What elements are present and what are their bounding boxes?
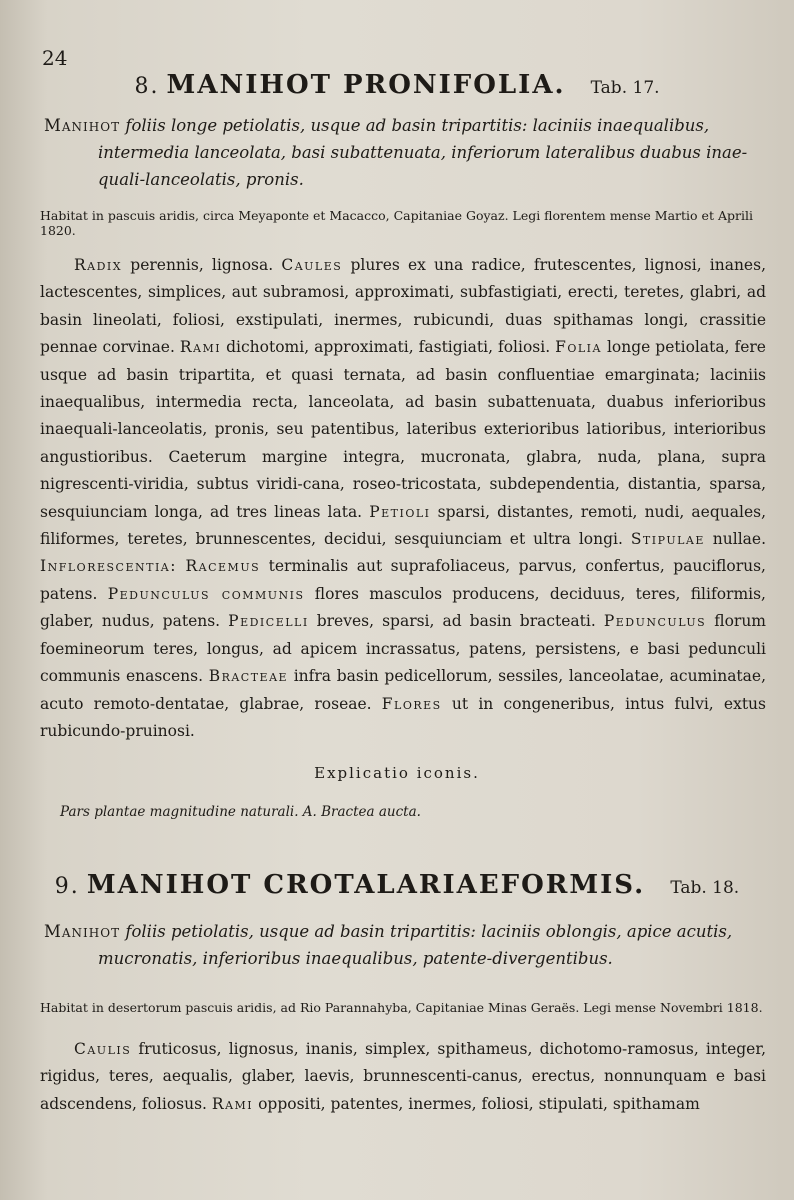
term: Pedicelli (228, 612, 309, 631)
term: Petioli (369, 502, 431, 521)
term: Racemus (185, 557, 261, 576)
species-8-name: MANIHOT PRONIFOLIA. (166, 70, 566, 100)
desc-text: plures ex una radice, frutescentes, lignosi, inanes, lactescentes, simplices, aut subramosi, approximati, subfastigiati, erecti, teretes, glabri, ad basin lineolati, foliosi, exstipulati, inermes, rubicundi, duas spithamas longi, crassitie pennae corvinae. (40, 256, 766, 357)
genus-label: Manihot (44, 116, 121, 135)
desc-text: perennis, lignosa. (122, 256, 282, 274)
desc-text: florum foemineorum teres, longus, ad apicem incrassatus, patens, persistens, e basi pedunculi communis enascens. (40, 612, 767, 686)
species-9-number: 9. (54, 874, 80, 899)
term: Rami (211, 1094, 254, 1113)
diagnosis-line: foliis longe petiolatis, usque ad basin tripartitis: laciniis inaequalibus, (125, 116, 710, 135)
diagnosis-line: mucronatis, inferioribus inaequalibus, patente-divergentibus. (98, 949, 613, 968)
explicatio-heading: Explicatio iconis. (314, 764, 480, 782)
species-8-number: 8. (134, 74, 160, 99)
term: Flores (381, 694, 442, 713)
desc-text: nullae. (704, 530, 766, 549)
desc-text: dichotomi, approximati, fastigiati, foliosi. (221, 338, 556, 357)
term: Pedunculus (603, 612, 707, 631)
diagnosis-line: intermedia lanceolata, basi subattenuata, inferiorum lateralibus duabus inae- (98, 143, 748, 162)
term: Bracteae (208, 667, 289, 686)
desc-text: sparsi, distantes, remoti, nudi, aequales, filiformes, teretes, brunnescentes, decidui, sesquiunciam et ultra longi. (40, 502, 767, 549)
species-9-name: MANIHOT CROTALARIAEFORMIS. (86, 870, 646, 900)
diagnosis-line: foliis petiolatis, usque ad basin tripartitis: laciniis oblongis, apice acutis, (125, 922, 733, 941)
term: Caules (281, 256, 343, 274)
species-8-diagnosis (44, 112, 764, 193)
desc-text: flores masculos producens, deciduus, teres, filiformis, glaber, nudus, patens. (40, 584, 766, 631)
desc-text: terminalis aut suprafoliaceus, parvus, confertus, pauciflorus, patens. (40, 557, 766, 603)
desc-text: breves, sparsi, ad basin bracteati. (308, 612, 604, 631)
species-8-description (40, 252, 766, 745)
diagnosis-line: quali-lanceolatis, pronis. (98, 170, 304, 189)
explicatio-text: Pars plantae magnitudine naturali. A. Bractea aucta. (60, 804, 421, 820)
term: Caulis (74, 1040, 132, 1058)
species-9-description (40, 1036, 766, 1118)
species-8-heading (0, 70, 794, 100)
page-number: 24 (42, 46, 68, 70)
term: Radix (74, 256, 123, 274)
species-9-plate-ref: Tab. 18. (670, 878, 740, 898)
genus-label: Manihot (44, 922, 121, 941)
species-9-heading (0, 870, 794, 900)
species-9-habitat: Habitat in desertorum pascuis aridis, ad Rio Parannahyba, Capitaniae Minas Geraës. Legi mense Novembri 1818. (40, 1000, 763, 1015)
desc-text: oppositi, patentes, inermes, foliosi, stipulati, spithamam (253, 1094, 700, 1113)
desc-text (177, 557, 186, 575)
term: Folia (555, 338, 602, 357)
species-8-plate-ref: Tab. 17. (590, 78, 660, 98)
desc-text: ut in congeneribus, intus fulvi, extus rubicundo-pruinosi. (40, 694, 766, 740)
species-9-diagnosis (44, 918, 764, 972)
species-8-habitat: Habitat in pascuis aridis, circa Meyaponte et Macacco, Capitaniae Goyaz. Legi florentem mense Martio et Aprili 1820. (40, 208, 753, 238)
term: Stipulae (630, 530, 705, 549)
desc-text: fruticosus, lignosus, inanis, simplex, spithameus, dichotomo-ramosus, integer, rigidus, teres, aequalis, glaber, laevis, brunnescenti-canus, erectus, nonnunquam e basi adscendens, foliosus. (40, 1040, 766, 1113)
term: Rami (179, 338, 222, 357)
term: Inflorescentia: (40, 557, 177, 576)
desc-text: longe petiolata, fere usque ad basin tripartita, et quasi ternata, ad basin confluentiae emarginata; laciniis inaequalibus, intermedia recta, lanceolata, ad basin subattenuata, duabus inferioribus inaequali-lanceolatis, pronis, seu patentibus, lateribus exterioribus latioribus, interioribus angustioribus. Caeterum margine integra, mucronata, glabra, nuda, plana, supra nigrescenti-viridia, subtus viridi-cana, roseo-tricostata, subdependentia, distantia, sparsa, sesquiunciam longa, ad tres lineas lata. (40, 338, 766, 521)
desc-text: infra basin pedicellorum, sessiles, lanceolatae, acuminatae, acuto remoto-dentatae, glabrae, roseae. (40, 667, 766, 713)
term: Pedunculus communis (107, 584, 305, 603)
